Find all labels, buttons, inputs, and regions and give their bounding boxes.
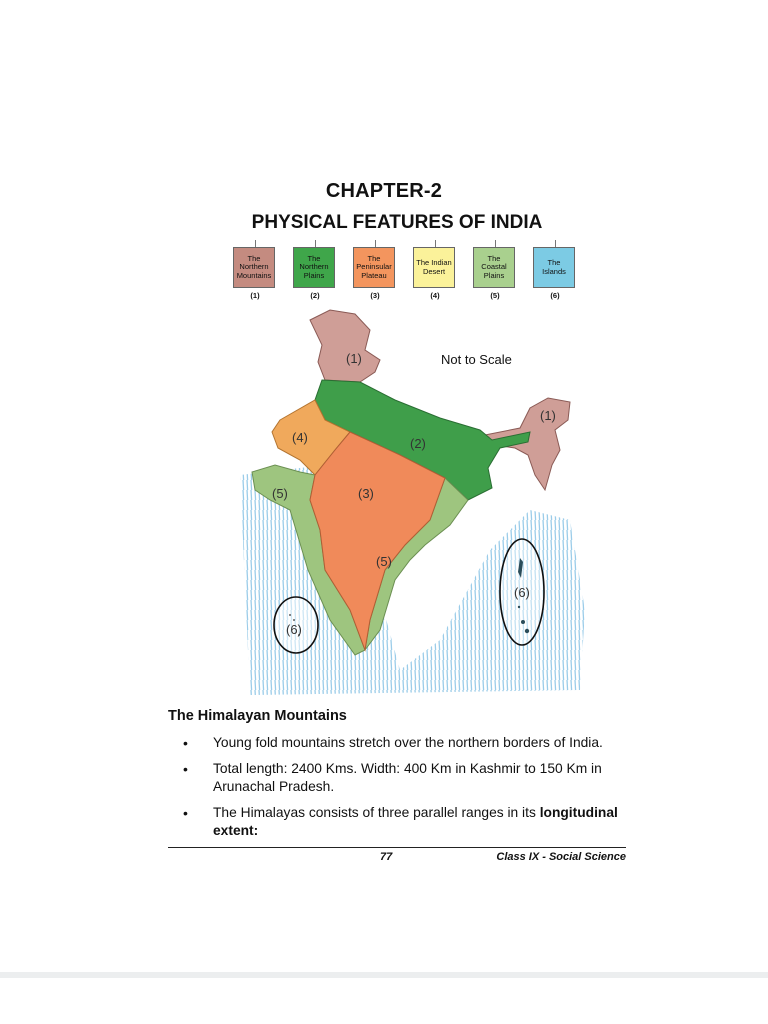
bullet-dot: • [183, 735, 188, 751]
book-title: Class IX - Social Science [496, 851, 626, 863]
legend-number: (2) [310, 291, 320, 300]
viewer-bottom-bar [0, 972, 768, 978]
map-legend [230, 238, 590, 308]
map-label-6: (6) [514, 585, 530, 600]
scale-note: Not to Scale [441, 352, 512, 367]
bullet-text: Young fold mountains stretch over the northern borders of India. [213, 735, 603, 750]
legend-label: The Peninsular Plateau [353, 247, 395, 288]
section-heading: The Himalayan Mountains [168, 708, 347, 724]
legend-number: (6) [550, 291, 560, 300]
map-label-5: (5) [376, 554, 392, 569]
bullet-dot: • [183, 761, 188, 777]
bullet-text [213, 804, 643, 840]
footer-rule [168, 847, 626, 848]
map-label-1: (1) [346, 351, 362, 366]
map-label-4: (4) [292, 430, 308, 445]
bullet-text [213, 760, 643, 796]
bullet-bold-term: extent: [213, 823, 259, 838]
bullet-bold-term: longitudinal [539, 805, 618, 820]
page-number: 77 [380, 851, 393, 863]
map-label-1: (1) [540, 408, 556, 423]
legend-label: The Northern Mountains [233, 247, 275, 288]
legend-number: (4) [430, 291, 440, 300]
map-label-5: (5) [272, 486, 288, 501]
legend-label: The Indian Desert [413, 247, 455, 288]
region-northern-mountains [310, 310, 380, 382]
bullet-dot: • [183, 805, 188, 821]
legend-label: The Coastal Plains [473, 247, 515, 288]
legend-number: (5) [490, 291, 500, 300]
chapter-number: CHAPTER-2 [325, 180, 443, 202]
map-label-6: (6) [286, 622, 302, 637]
bullet-line: Arunachal Pradesh. [213, 779, 335, 794]
legend-label: The Northern Plains [293, 247, 335, 288]
legend-label: The Islands [533, 247, 575, 288]
legend-number: (3) [370, 291, 380, 300]
map-label-2: (2) [410, 436, 426, 451]
bullet-line: Total length: 2400 Kms. Width: 400 Km in Kashmir to 150 Km in [213, 761, 602, 776]
map-label-3: (3) [358, 486, 374, 501]
legend-number: (1) [250, 291, 260, 300]
bullet-line: The Himalayas consists of three parallel ranges in its [213, 805, 540, 820]
chapter-title: PHYSICAL FEATURES OF INDIA [251, 212, 543, 233]
india-physical-map [230, 300, 590, 700]
